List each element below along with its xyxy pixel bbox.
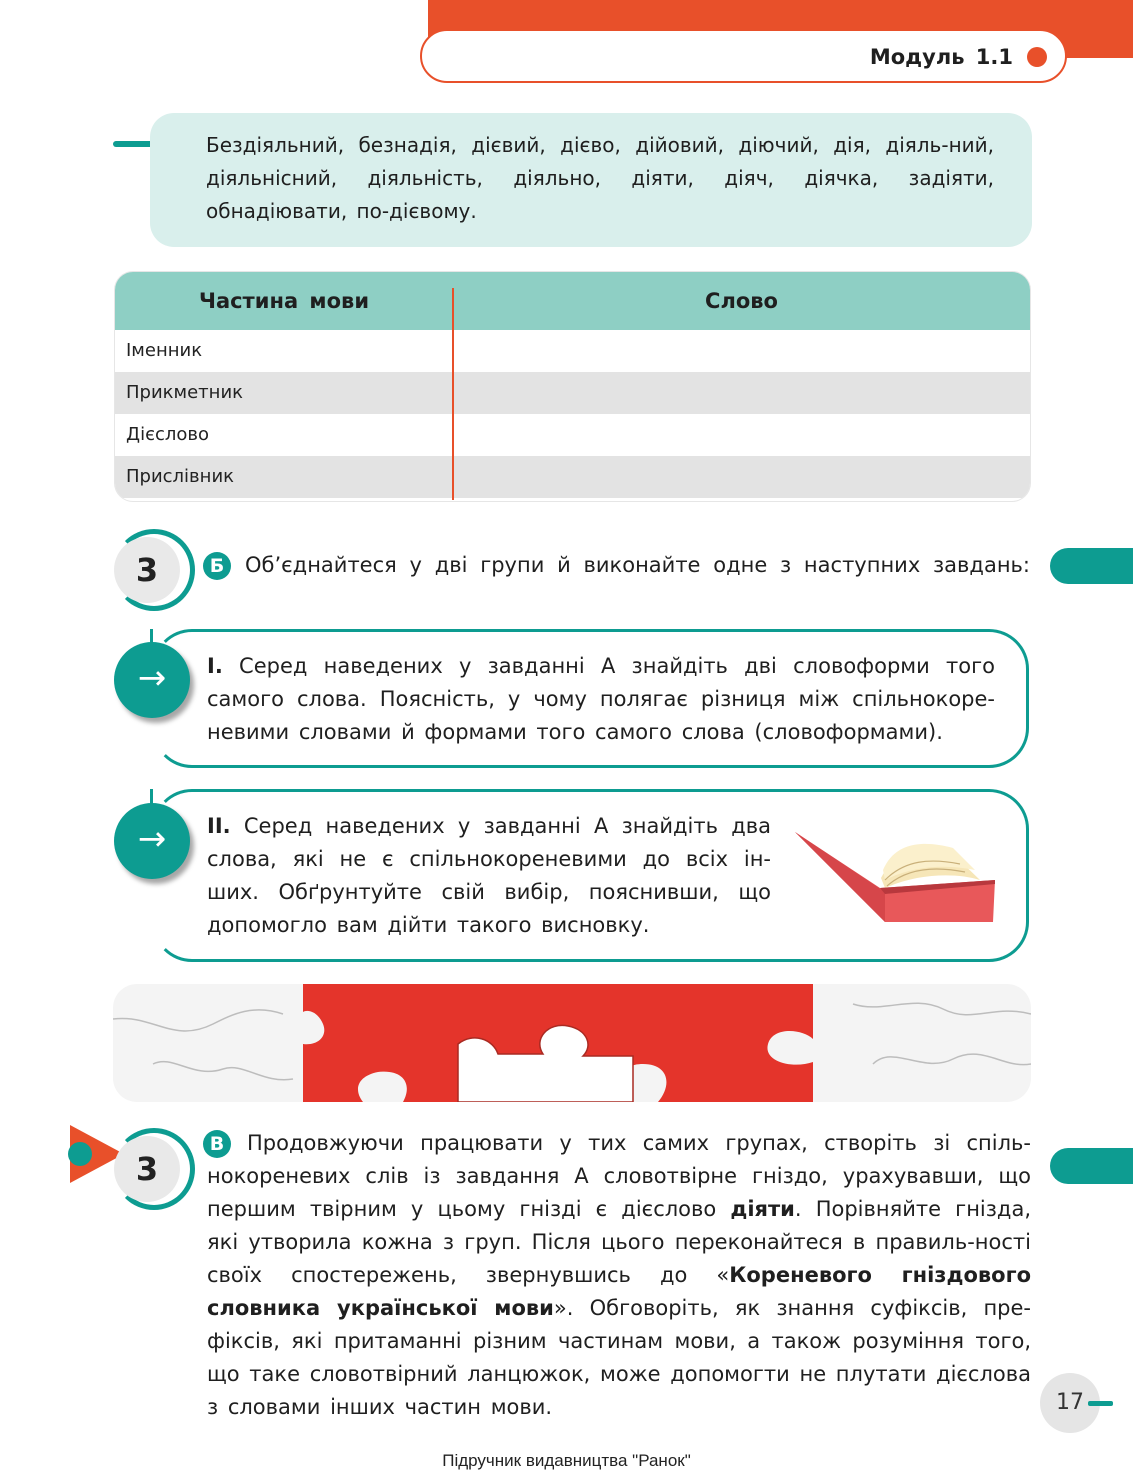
table-row: [115, 414, 1030, 456]
task-3v-number: 3: [114, 1136, 180, 1202]
option-1-label: I.: [207, 654, 223, 678]
module-label: Модуль 1.1: [869, 45, 1013, 69]
task-3v-bold-1: діяти: [730, 1197, 795, 1221]
option-2-body: Серед наведених у завданні А знайдіть два слова, які не є спільнокореневими до всіх ін-ших. Обґрунтуйте свій вибір, пояснивши, що допомогло вам дійти такого висновку.: [207, 814, 771, 937]
side-tab: [1050, 548, 1133, 584]
task-3b-number: 3: [114, 537, 180, 603]
word-list-text: Бездіяльний, безнадія, дієвий, дієво, дійовий, діючий, дія, діяль-ний, діяльнісний, діяльність, діяльно, діяти, діяч, діячка, задіяти, обнадіювати, по-дієвому.: [206, 133, 994, 223]
table-header-part: Частина мови: [198, 289, 370, 313]
page-number-dash: [1088, 1401, 1113, 1406]
table-cell: Прислівник: [126, 466, 235, 487]
table-header-word: Слово: [705, 289, 778, 313]
task-3v-text: [207, 1127, 1031, 1424]
side-tab: [1050, 1148, 1133, 1184]
page-number: 17: [1040, 1373, 1100, 1433]
arrow-right-icon: →: [114, 642, 190, 718]
table-cell: Іменник: [126, 340, 203, 361]
option-2-text: [207, 810, 771, 942]
table-row: [115, 456, 1030, 498]
parts-of-speech-table: [115, 272, 1030, 501]
task-3v-text-2: . Порівняйте гнізда, які утворила кожна з груп. Після цього переконайтеся в правиль-ності своїх спостережень, звернувшись до «: [207, 1197, 1031, 1287]
word-list-box: [150, 113, 1032, 247]
task-3b-badge: Б: [203, 552, 231, 580]
book-image: [795, 820, 1000, 925]
table-divider: [452, 288, 454, 500]
module-dot-icon: [1027, 47, 1047, 67]
option-1-body: Серед наведених у завданні А знайдіть дві словоформи того самого слова. Поясність, у чому полягає різниця між спільнокоре-невими словами й формами того самого слова (словоформами).: [207, 654, 995, 744]
option-1-text: [207, 650, 995, 749]
table-header: [115, 272, 1030, 330]
play-dot-icon: [68, 1142, 92, 1166]
option-2-label: II.: [207, 814, 231, 838]
arrow-right-icon: →: [114, 803, 190, 879]
task-3b-text: Об’єднайтеся у дві групи й виконайте одне з наступних завдань:: [245, 553, 1030, 577]
task-3v-bold-2: Кореневого гніздового словника української мови: [207, 1263, 1031, 1320]
table-row: [115, 330, 1030, 372]
module-pill: [420, 29, 1067, 83]
table-cell: Дієслово: [126, 424, 209, 445]
table-row: [115, 372, 1030, 414]
table-cell: Прикметник: [126, 382, 244, 403]
footer-text: Підручник видавництва "Ранок": [442, 1451, 691, 1470]
task-3v-text-1: Продовжуючи працювати у тих самих групах, створіть зі спіль-нокореневих слів із завдання А словотвірне гніздо, урахувавши, що першим твірним у цьому гнізді є дієслово: [207, 1131, 1031, 1221]
task-3v-badge: В: [203, 1130, 231, 1158]
puzzle-image: [113, 984, 1031, 1102]
task-3v-text-3: ». Обговоріть, як знання суфіксів, пре-фіксів, які притаманні різним частинам мови, а також розуміння того, що таке словотвірний ланцюжок, може допомогти не плутати дієслова з словами інших частин мови.: [207, 1296, 1032, 1419]
